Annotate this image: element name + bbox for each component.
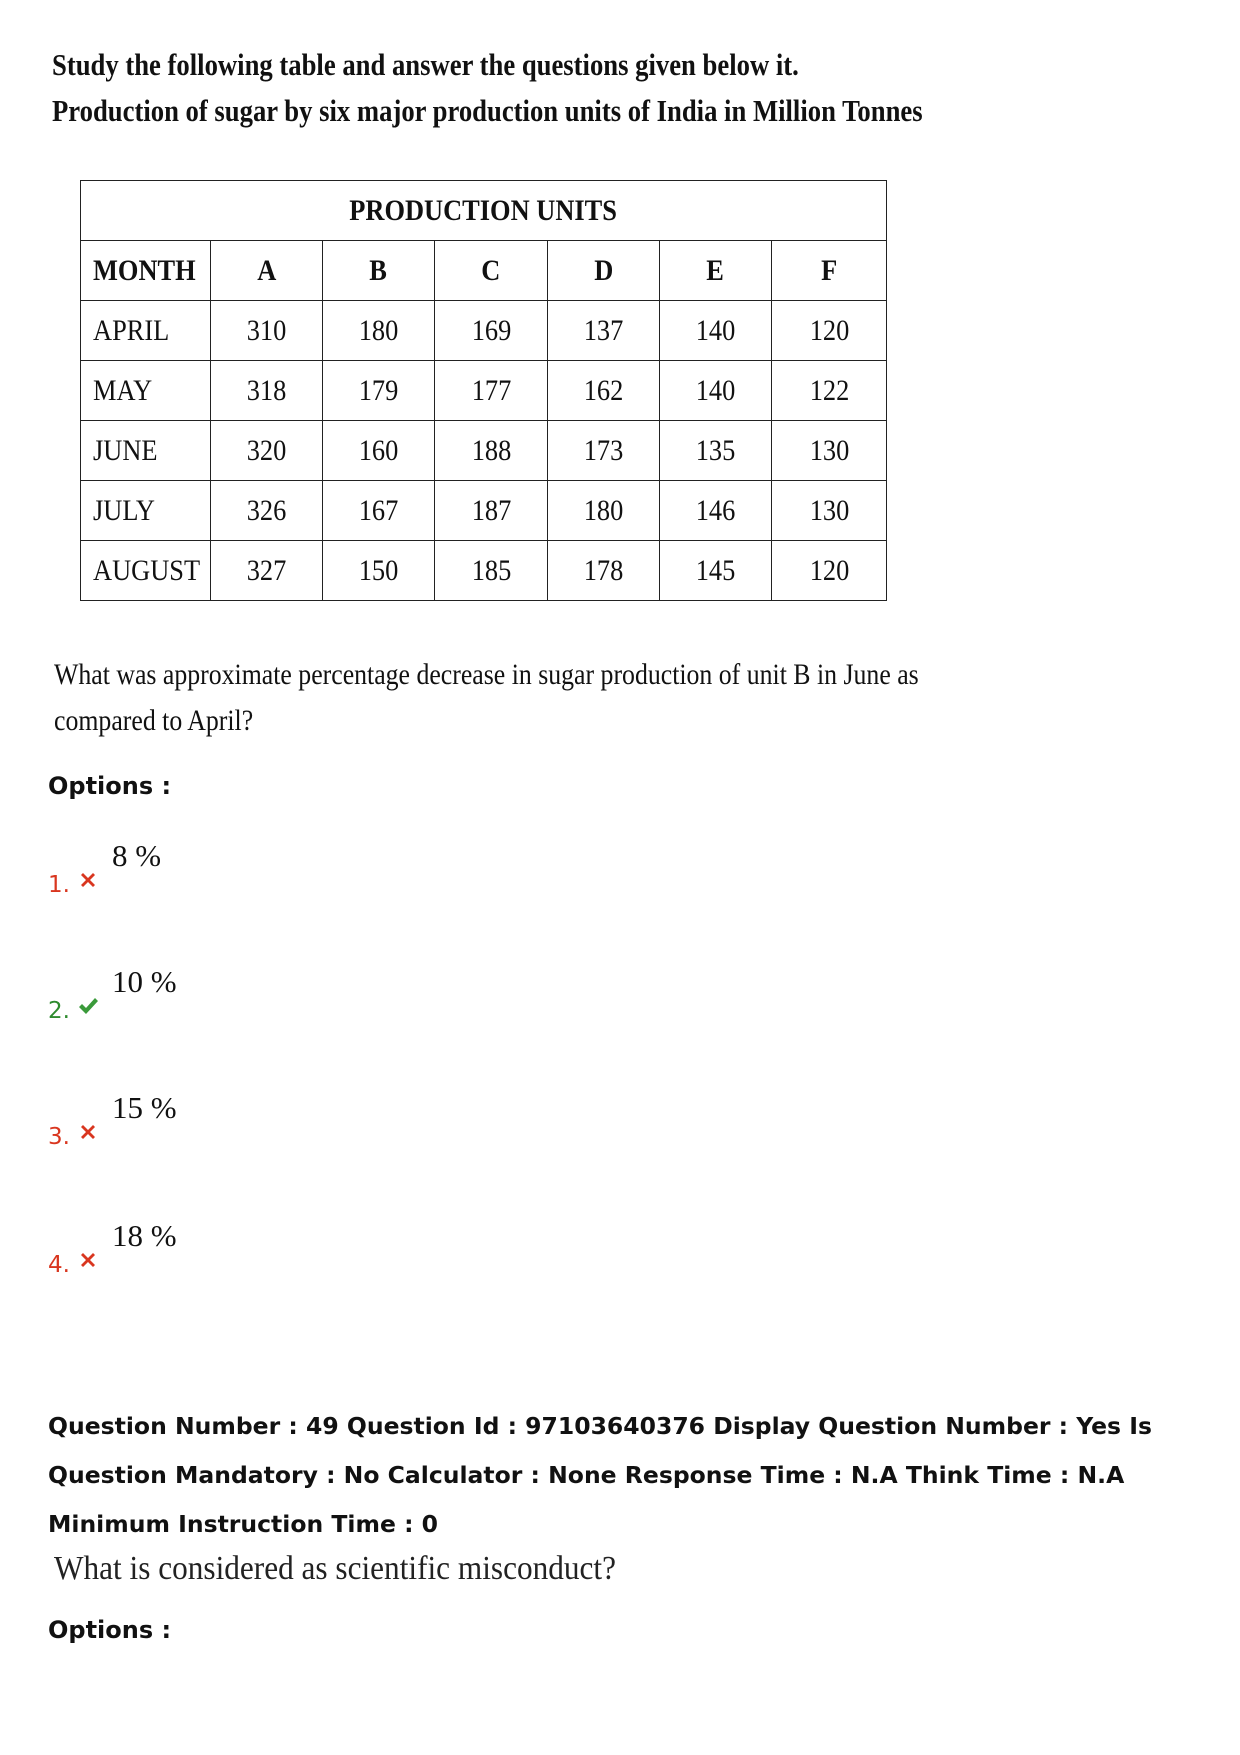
option-value: 10 % (112, 964, 177, 999)
table-row (81, 421, 887, 481)
option-1[interactable] (48, 838, 448, 898)
question-meta: Question Number : 49 Question Id : 97103640376 Display Question Number : Yes Is Question Mandatory : No Calculator : None Response Time : N.A Think Time : N.A Minimum Instruction Time : 0 (48, 1412, 1152, 1538)
table-cell: 177 (435, 361, 548, 421)
table-cell: 130 (772, 481, 887, 541)
cross-icon (76, 868, 100, 892)
option-number: 4. (48, 1252, 70, 1278)
table-cell: 173 (548, 421, 660, 481)
table-cell: 169 (435, 301, 548, 361)
table-cell: 150 (323, 541, 435, 601)
column-header-b: B (323, 241, 435, 301)
column-header-a: A (211, 241, 323, 301)
table-cell: 320 (211, 421, 323, 481)
intro-line-1: Study the following table and answer the questions given below it. (52, 47, 799, 82)
column-header-e: E (660, 241, 772, 301)
row-month: APRIL (81, 301, 211, 361)
table-row (81, 361, 887, 421)
option-3[interactable] (48, 1090, 448, 1150)
question-2-text: What is considered as scientific misconduct? (54, 1550, 616, 1587)
group-header: PRODUCTION UNITS (81, 181, 887, 241)
table-row (81, 541, 887, 601)
table-cell: 180 (323, 301, 435, 361)
table-row (81, 301, 887, 361)
row-month: JULY (81, 481, 211, 541)
table-cell: 162 (548, 361, 660, 421)
table-cell: 122 (772, 361, 887, 421)
table-cell: 135 (660, 421, 772, 481)
option-4[interactable] (48, 1218, 448, 1278)
table-cell: 140 (660, 301, 772, 361)
production-table (80, 180, 887, 601)
cross-icon (76, 1120, 100, 1144)
row-month: AUGUST (81, 541, 211, 601)
option-value: 8 % (112, 838, 162, 873)
table-cell: 327 (211, 541, 323, 601)
table-column-header-row (81, 241, 887, 301)
table-cell: 146 (660, 481, 772, 541)
intro-text (52, 42, 923, 134)
row-month: MAY (81, 361, 211, 421)
cross-icon (76, 1248, 100, 1272)
table-group-header-row (81, 181, 887, 241)
column-header-month: MONTH (81, 241, 211, 301)
column-header-c: C (435, 241, 548, 301)
option-2[interactable] (48, 964, 448, 1024)
table-cell: 180 (548, 481, 660, 541)
table-cell: 178 (548, 541, 660, 601)
table-cell: 130 (772, 421, 887, 481)
option-number: 2. (48, 998, 70, 1024)
table-cell: 188 (435, 421, 548, 481)
table-cell: 120 (772, 301, 887, 361)
table-cell: 145 (660, 541, 772, 601)
check-icon (76, 994, 100, 1018)
row-month: JUNE (81, 421, 211, 481)
intro-line-2: Production of sugar by six major production units of India in Million Tonnes (52, 93, 923, 128)
table-cell: 167 (323, 481, 435, 541)
options-label: Options : (48, 772, 172, 800)
table-cell: 187 (435, 481, 548, 541)
table-row (81, 481, 887, 541)
column-header-d: D (548, 241, 660, 301)
table-cell: 140 (660, 361, 772, 421)
column-header-f: F (772, 241, 887, 301)
table-cell: 137 (548, 301, 660, 361)
options-label-2: Options : (48, 1616, 172, 1644)
option-value: 15 % (112, 1090, 177, 1125)
table-cell: 326 (211, 481, 323, 541)
question-text: What was approximate percentage decrease in sugar production of unit B in June as compared to April? (54, 658, 919, 737)
table-cell: 179 (323, 361, 435, 421)
option-number: 1. (48, 872, 70, 898)
table-cell: 185 (435, 541, 548, 601)
option-number: 3. (48, 1124, 70, 1150)
table-cell: 310 (211, 301, 323, 361)
table-cell: 160 (323, 421, 435, 481)
option-value: 18 % (112, 1218, 177, 1253)
table-cell: 120 (772, 541, 887, 601)
table-cell: 318 (211, 361, 323, 421)
